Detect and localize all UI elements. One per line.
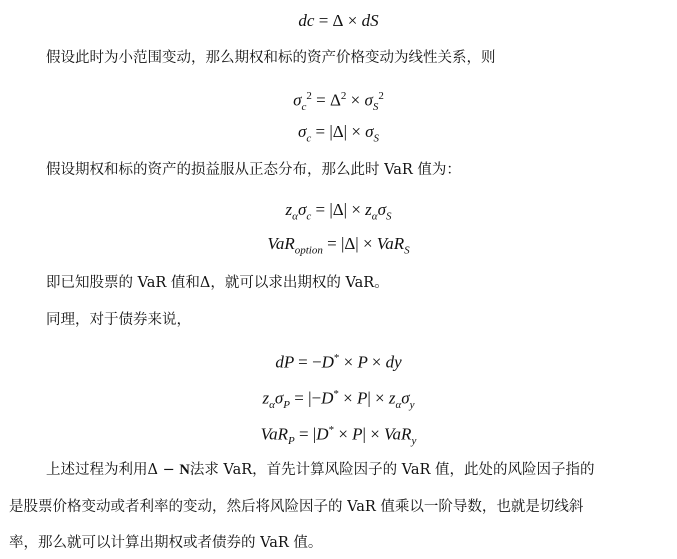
paragraph-conclusion-stock: 即已知股票的 VaR 值和Δ，就可以求出期权的 VaR。 (46, 275, 389, 291)
equation-bond-z-alpha: $z_\alpha\sigma_P = |-D^* \times P| \times z_\alpha\sigma_y$ (262, 388, 415, 412)
equation-bond-price-change: dP = −D* × P × dy (275, 352, 402, 372)
equation-std-dev: $\sigma_c = |\Delta| \times \sigma_S$ (297, 122, 380, 145)
paragraph-bond-intro: 同理，对于债券来说， (46, 312, 191, 328)
paragraph-linear-assumption: 假设此时为小范围变动，那么期权和标的资产价格变动为线性关系，则 (46, 50, 496, 66)
paragraph-summary-line1: 上述过程为利用Δ − N法求 VaR，首先计算风险因子的 VaR 值，此处的风险因子指的 (46, 462, 595, 478)
paragraph-summary-line2: 是股票价格变动或者利率的变动，然后将风险因子的 VaR 值乘以一阶导数，也就是切线斜 (9, 499, 584, 515)
paragraph-summary-line3: 率，那么就可以计算出期权或者债券的 VaR 值。 (9, 535, 323, 551)
equation-bond-var: VaR$_P$ = |D* × P| × VaR$_y$ (260, 424, 417, 448)
equation-variance: $\sigma_c^2 = \Delta^2 \times \sigma_S^2$ (293, 90, 384, 114)
paragraph-normal-distribution: 假设期权和标的资产的损益服从正态分布，那么此时 VaR 值为： (46, 162, 461, 178)
equation-var-option: VaR$_{option}$ = |Δ| × VaR$_S$ (267, 234, 410, 257)
equation-z-alpha: $z_\alpha\sigma_c = |\Delta| \times z_\alpha\sigma_S$ (285, 200, 392, 223)
equation-option-change: dc = Δ × dS (298, 11, 379, 30)
